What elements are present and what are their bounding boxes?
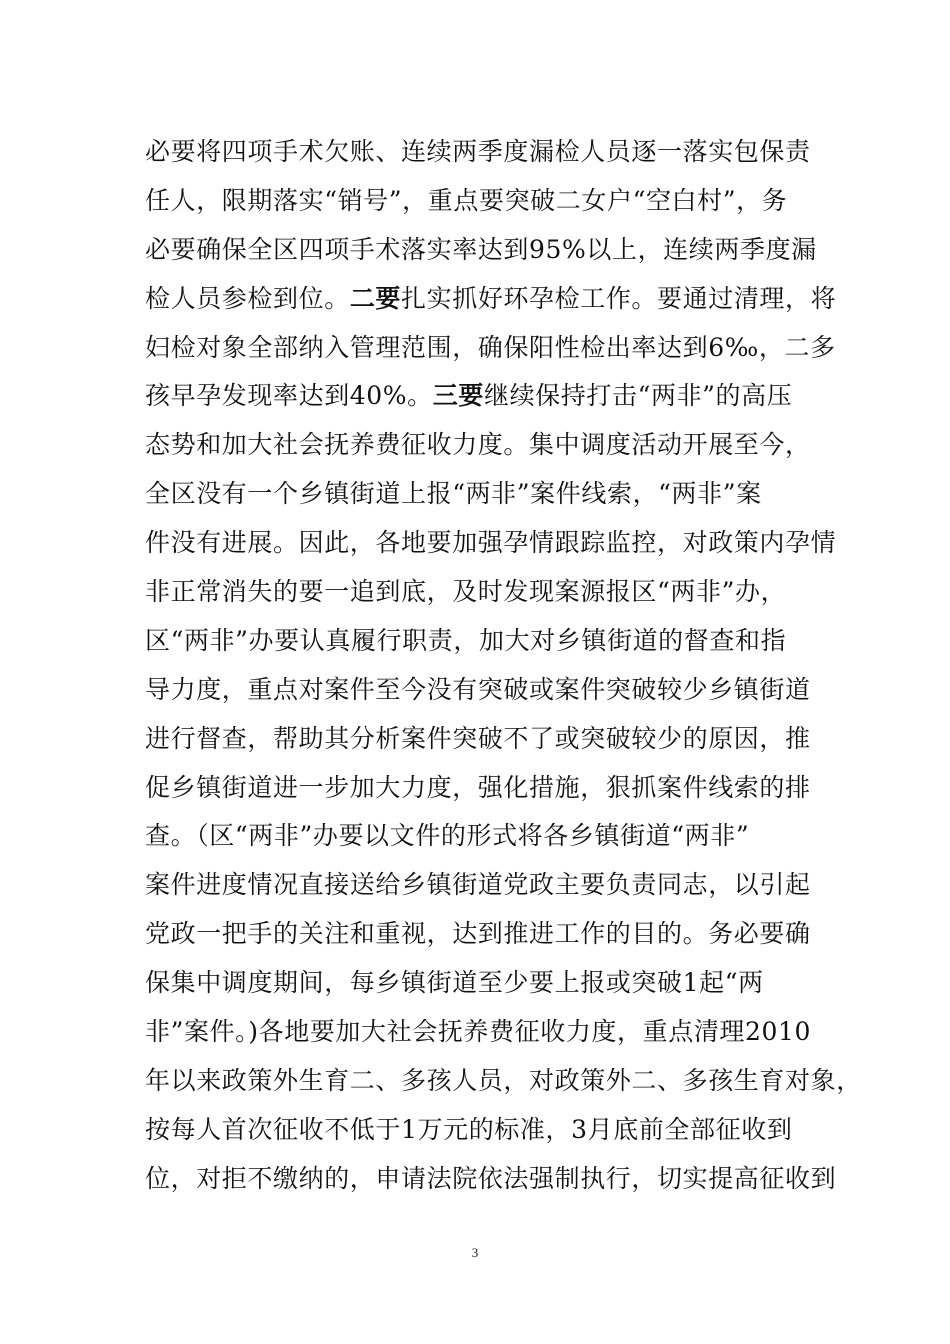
text-line: 党政一把手的关注和重视，达到推进工作的目的。务必要确 [145, 919, 811, 949]
text-segment: 继续保持打击“两非”的高压 [483, 381, 793, 411]
text-line: 妇检对象全部纳入管理范围，确保阳性检出率达到6‰，二多 [145, 332, 836, 362]
text-line: 必要确保全区四项手术落实率达到95%以上，连续两季度漏 [145, 234, 817, 264]
text-line: 促乡镇街道进一步加大力度，强化措施，狠抓案件线索的排 [145, 772, 811, 802]
bold-keyword: 三要 [432, 381, 484, 411]
text-line: 进行督查，帮助其分析案件突破不了或突破较少的原因，推 [145, 723, 811, 753]
text-segment: 检人员参检到位。 [145, 283, 350, 313]
page-number: 3 [471, 1245, 479, 1260]
text-line [145, 372, 825, 421]
text-segment: 扎实抓好环孕检工作。要通过清理，将 [401, 283, 837, 313]
text-line: 保集中调度期间，每乡镇街道至少要上报或突破1起“两 [145, 968, 764, 998]
body-text [145, 128, 862, 1204]
text-line: 非正常消失的要一追到底，及时发现案源报区“两非”办， [145, 577, 787, 607]
text-line: 必要将四项手术欠账、连续两季度漏检人员逐一落实包保责 [145, 137, 811, 166]
text-line: 案件进度情况直接送给乡镇街道党政主要负责同志，以引起 [145, 870, 811, 900]
text-line: 任人，限期落实“销号”，重点要突破二女户“空白村”，务 [145, 185, 788, 215]
text-line: 导力度，重点对案件至今没有突破或案件突破较少乡镇街道 [145, 674, 811, 704]
text-segment: 孩早孕发现率达到40%。 [145, 381, 433, 411]
text-line: 区“两非”办要认真履行职责，加大对乡镇街道的督查和指 [145, 625, 787, 655]
text-line: 按每人首次征收不低于1万元的标准，3月底前全部征收到 [145, 1114, 793, 1144]
bold-keyword: 二要 [349, 283, 402, 313]
text-line: 非”案件。)各地要加大社会抚养费征收力度，重点清理2010 [145, 1017, 812, 1047]
text-line: 查。（区“两非”办要以文件的形式将各乡镇街道“两非” [145, 821, 750, 851]
text-line: 态势和加大社会抚养费征收力度。集中调度活动开展至今， [145, 430, 811, 460]
text-line [145, 275, 837, 324]
text-line: 年以来政策外生育二、多孩人员，对政策外二、多孩生育对象， [145, 1065, 862, 1095]
text-line: 位，对拒不缴纳的，申请法院依法强制执行，切实提高征收到 [145, 1163, 837, 1193]
text-line: 全区没有一个乡镇街道上报“两非”案件线索，“两非”案 [145, 479, 762, 509]
text-line: 件没有进展。因此，各地要加强孕情跟踪监控，对政策内孕情 [145, 528, 837, 558]
